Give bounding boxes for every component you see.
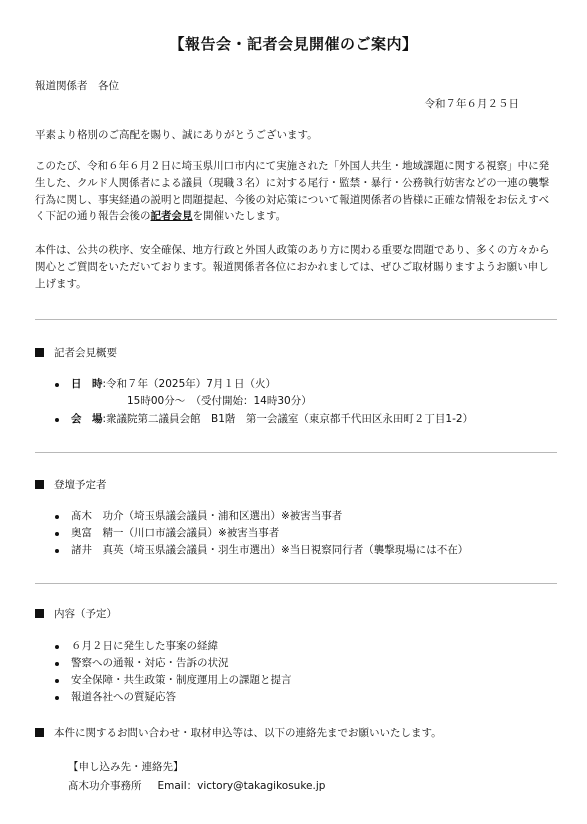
- contact-email[interactable]: Email：victory@takagikosuke.jp: [157, 780, 326, 792]
- content-list: [50, 638, 292, 706]
- addressee: 報道関係者 各位: [35, 80, 119, 92]
- press-conference-emphasis: 記者会見: [150, 210, 193, 223]
- date-value: :令和７年（2025年）7月１日（火）: [102, 378, 276, 390]
- content-item: 警察への通報・対応・告訴の状況: [50, 655, 292, 672]
- contact-heading: 【申し込み先・連絡先】: [68, 761, 184, 773]
- speakers-heading-text: 登壇予定者: [54, 479, 107, 491]
- issue-date: 令和７年６月２５日: [424, 98, 519, 110]
- announcement-paragraph: [35, 158, 557, 225]
- speakers-list: [50, 508, 468, 559]
- list-item: [50, 411, 473, 428]
- venue-value: :衆議院第二議員会館 B1階 第一会議室（東京都千代田区永田町２丁目1-2）: [102, 413, 474, 425]
- time-value: 15時00分～ （受付開始：14時30分）: [127, 395, 312, 407]
- page-title: 【報告会・記者会見開催のご案内】: [169, 35, 418, 53]
- overview-list: [50, 376, 276, 393]
- square-bullet-icon: [35, 609, 44, 618]
- date-label: 日 時: [71, 378, 103, 390]
- speaker-item: 奥富 精一（川口市議会議員）※被害当事者: [50, 525, 468, 542]
- content-item: 安全保障・共生政策・制度運用上の課題と提言: [50, 672, 292, 689]
- content-heading-text: 内容（予定）: [54, 608, 117, 620]
- content-heading: [35, 606, 117, 623]
- square-bullet-icon: [35, 728, 44, 737]
- speaker-item: 髙木 功介（埼玉県議会議員・浦和区選出）※被害当事者: [50, 508, 468, 525]
- square-bullet-icon: [35, 348, 44, 357]
- overview-heading-text: 記者会見概要: [54, 347, 117, 359]
- inquiry-note: [35, 725, 442, 742]
- inquiry-text: 本件に関するお問い合わせ・取材申込等は、以下の連絡先までお願いいたします。: [54, 727, 442, 739]
- office-name: 髙木功介事務所: [68, 780, 142, 792]
- greeting-paragraph: 平素より格別のご高配を賜り、誠にありがとうございます。: [35, 129, 318, 141]
- square-bullet-icon: [35, 480, 44, 489]
- divider: [35, 452, 557, 453]
- divider: [35, 319, 557, 320]
- announcement-text: このたび、令和６年６月２日に埼玉県川口市内にて実施された「外国人共生・地域課題に関する視察」中に発生した、クルド人関係者による議員（現職３名）に対する尾行・監禁・暴行・公務執行妨害などの一連の襲撃行為に関し、事実経過の説明と問題提起、今後の対応策について報道関係者の皆様に正確な情報をお伝えすべく下記の通り報告会後の: [35, 160, 550, 223]
- venue-label: 会 場: [71, 413, 103, 425]
- venue-list: [50, 411, 473, 428]
- content-item: ６月２日に発生した事案の経緯: [50, 638, 292, 655]
- overview-heading: [35, 345, 117, 362]
- list-item: [50, 376, 276, 393]
- speakers-heading: [35, 477, 107, 494]
- divider: [35, 583, 557, 584]
- contact-line: [68, 778, 325, 795]
- request-paragraph: 本件は、公共の秩序、安全確保、地方行政と外国人政策のあり方に関わる重要な問題であり、多くの方々から関心とご質問をいただいております。報道関係者各位におかれましては、ぜひご取材賜りますようお願い申し上げます。: [35, 244, 550, 290]
- announcement-text-end: を開催いたします。: [192, 210, 287, 223]
- speaker-item: 諸井 真英（埼玉県議会議員・羽生市選出）※当日視察同行者（襲撃現場には不在）: [50, 542, 468, 559]
- content-item: 報道各社への質疑応答: [50, 689, 292, 706]
